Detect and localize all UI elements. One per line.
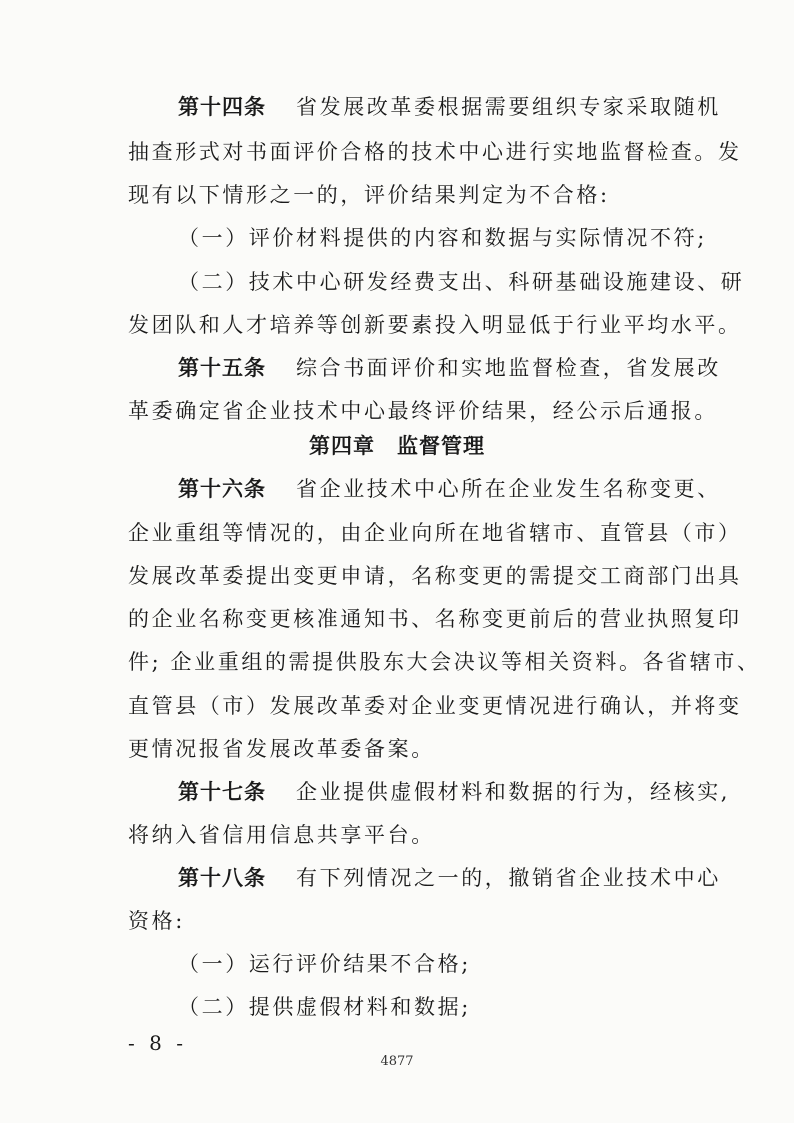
article14-item1: （一）评价材料提供的内容和数据与实际情况不符; xyxy=(178,226,707,250)
article17-text1: 企业提供虚假材料和数据的行为，经核实, xyxy=(296,780,731,804)
article17-label: 第十七条 xyxy=(178,779,266,804)
page-number: - 8 - xyxy=(128,1031,187,1055)
article18-label: 第十八条 xyxy=(178,865,266,890)
article14-line2: 抽查形式对书面评价合格的技术中心进行实地监督检查。发 xyxy=(128,140,742,164)
article14-item2-line1: （二）技术中心研发经费支出、科研基础设施建设、研 xyxy=(178,270,745,294)
stamp-number: 4877 xyxy=(380,1054,414,1069)
article15-line1 xyxy=(178,353,721,383)
article16-line5: 件; 企业重组的需提供股东大会决议等相关资料。各省辖市、 xyxy=(128,650,761,674)
article14-text1: 省发展改革委根据需要组织专家采取随机 xyxy=(296,95,721,119)
article16-line7: 更情况报省发展改革委备案。 xyxy=(128,737,435,761)
article16-label: 第十六条 xyxy=(178,476,266,501)
article16-line6: 直管县（市）发展改革委对企业变更情况进行确认，并将变 xyxy=(128,694,742,718)
article16-line2: 企业重组等情况的，由企业向所在地省辖市、直管县（市） xyxy=(128,521,742,545)
article14-item2-line2: 发团队和人才培养等创新要素投入明显低于行业平均水平。 xyxy=(128,313,742,337)
article15-label: 第十五条 xyxy=(178,355,266,380)
article17-line1 xyxy=(178,777,730,807)
article18-line2: 资格: xyxy=(128,909,185,933)
article17-line2: 将纳入省信用信息共享平台。 xyxy=(128,823,435,847)
article16-text1: 省企业技术中心所在企业发生名称变更、 xyxy=(296,477,721,501)
article14-line3: 现有以下情形之一的，评价结果判定为不合格: xyxy=(128,183,610,207)
article15-line2: 革委确定省企业技术中心最终评价结果，经公示后通报。 xyxy=(128,399,718,423)
article18-item2: （二）提供虚假材料和数据; xyxy=(178,995,471,1019)
article16-line3: 发展改革委提出变更申请，名称变更的需提交工商部门出具 xyxy=(128,564,742,588)
article18-item1: （一）运行评价结果不合格; xyxy=(178,952,471,976)
article18-text1: 有下列情况之一的，撤销省企业技术中心 xyxy=(296,866,721,890)
article18-line1 xyxy=(178,863,721,893)
article16-line4: 的企业名称变更核准通知书、名称变更前后的营业执照复印 xyxy=(128,607,742,631)
article16-line1 xyxy=(178,474,721,504)
article14-line1 xyxy=(178,92,721,122)
article14-label: 第十四条 xyxy=(178,94,266,119)
article15-text1: 综合书面评价和实地监督检查，省发展改 xyxy=(296,356,721,380)
chapter-heading: 第四章 监督管理 xyxy=(309,433,485,458)
